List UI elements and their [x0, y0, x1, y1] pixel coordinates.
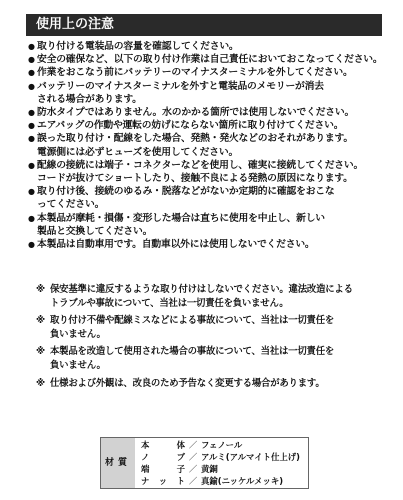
- caution-line: 配線の接続には端子・コネクターなどを使用し、確実に接続してください。: [37, 159, 364, 171]
- bullet-icon: ●: [28, 134, 35, 144]
- caution-line: 電源側には必ずヒューズを使用してください。: [37, 146, 239, 158]
- bullet-icon: ●: [28, 81, 35, 91]
- materials-row: [141, 463, 300, 475]
- note-line: 仕様および外観は、改良のため予告なく変更する場合があります。: [50, 377, 325, 389]
- caution-item: [28, 40, 380, 53]
- materials-value: 真鍮(ニッケルメッキ): [201, 476, 284, 486]
- note-mark-icon: ※: [36, 284, 45, 295]
- bullet-icon: ●: [28, 121, 35, 131]
- materials-value: フェノール: [201, 440, 243, 450]
- caution-line: 作業をおこなう前にバッテリーのマイナスターミナルを外してください。: [37, 67, 353, 79]
- note-line: 保安基準に違反するような取り付けはしないでください。違法改造による: [50, 284, 353, 295]
- materials-rows: [141, 439, 300, 487]
- bullet-icon: ●: [28, 213, 35, 223]
- note-mark-icon: ※: [36, 346, 45, 358]
- materials-value: 黄銅: [201, 464, 218, 474]
- bullet-icon: ●: [28, 240, 35, 250]
- materials-separator: ／: [188, 440, 198, 450]
- caution-item: [28, 238, 380, 251]
- caution-item: [28, 212, 380, 238]
- caution-line: ってください。: [37, 199, 105, 211]
- materials-separator: ／: [188, 476, 198, 486]
- caution-line: 本製品は自動車用です。自動車以外には使用しないでください。: [37, 239, 315, 251]
- notes-list: [36, 283, 386, 394]
- note-line: トラブルや事故について、当社は一切責任を負いません。: [50, 297, 289, 309]
- materials-separator: ／: [188, 464, 198, 474]
- materials-row: [141, 451, 300, 463]
- caution-item: [28, 66, 380, 79]
- caution-line: 本製品が摩耗・損傷・変形した場合は直ちに使用を中止し、新しい: [37, 212, 325, 224]
- materials-part: 本体: [141, 440, 185, 450]
- materials-part: ノブ: [141, 452, 185, 462]
- note-item: [36, 283, 386, 310]
- materials-label: 材質: [101, 438, 135, 488]
- caution-item: [28, 106, 380, 119]
- caution-item: [28, 119, 380, 132]
- caution-item: [28, 132, 380, 158]
- note-item: [36, 377, 386, 391]
- note-line: 負いません。: [50, 328, 106, 340]
- note-item: [36, 345, 386, 372]
- caution-item: [28, 53, 383, 66]
- caution-line: 取り付け後、接続のゆるみ・脱落などがないか定期的に確認をおこな: [37, 186, 335, 198]
- caution-title: 使用上の注意: [36, 17, 115, 32]
- caution-line: エアバッグの作動や運転の妨げにならない箇所に取り付けてください。: [37, 120, 344, 132]
- caution-item: [28, 159, 380, 185]
- caution-item: [28, 80, 380, 106]
- caution-line: 防水タイプではありません。水のかかる箇所では使用しないでください。: [37, 107, 355, 119]
- caution-line: 取り付ける電装品の容量を確認してください。: [37, 41, 239, 52]
- note-line: 負いません。: [50, 359, 106, 371]
- materials-value: アルミ(アルマイト仕上げ): [201, 452, 300, 462]
- materials-row: [141, 439, 300, 451]
- materials-table: [100, 437, 309, 489]
- caution-line: される場合があります。: [37, 93, 142, 105]
- caution-line: コードが抜けてショートしたり、接触不良による発熱の原因になります。: [37, 173, 353, 185]
- bullet-icon: ●: [28, 108, 35, 118]
- bullet-icon: ●: [28, 187, 35, 197]
- bullet-icon: ●: [28, 160, 35, 170]
- caution-line: 誤った取り付け・配線をした場合、発熱・発火などのおそれがあります。: [37, 133, 353, 145]
- note-item: [36, 314, 386, 341]
- caution-line: 製品と交換してください。: [37, 225, 153, 237]
- note-mark-icon: ※: [36, 377, 45, 389]
- materials-part: ナット: [141, 476, 185, 486]
- caution-header: [26, 14, 382, 36]
- note-mark-icon: ※: [36, 315, 45, 327]
- bullet-icon: ●: [28, 55, 35, 65]
- caution-item: [28, 185, 380, 211]
- note-line: 本製品を改造して使用された場合の事故について、当社は一切責任を: [50, 346, 335, 358]
- materials-separator: ／: [188, 452, 198, 462]
- bullet-icon: ●: [28, 42, 35, 51]
- caution-list: [28, 40, 383, 251]
- materials-part: 端子: [141, 464, 185, 474]
- note-line: 取り付け不備や配線ミスなどによる事故について、当社は一切責任を: [50, 315, 335, 327]
- caution-line: バッテリーのマイナスターミナルを外すと電装品のメモリーが消去: [37, 80, 324, 92]
- bullet-icon: ●: [28, 68, 35, 78]
- caution-line: 安全の確保など、以下の取り付け作業は自己責任においておこなってください。: [37, 54, 383, 66]
- materials-row: [141, 475, 300, 487]
